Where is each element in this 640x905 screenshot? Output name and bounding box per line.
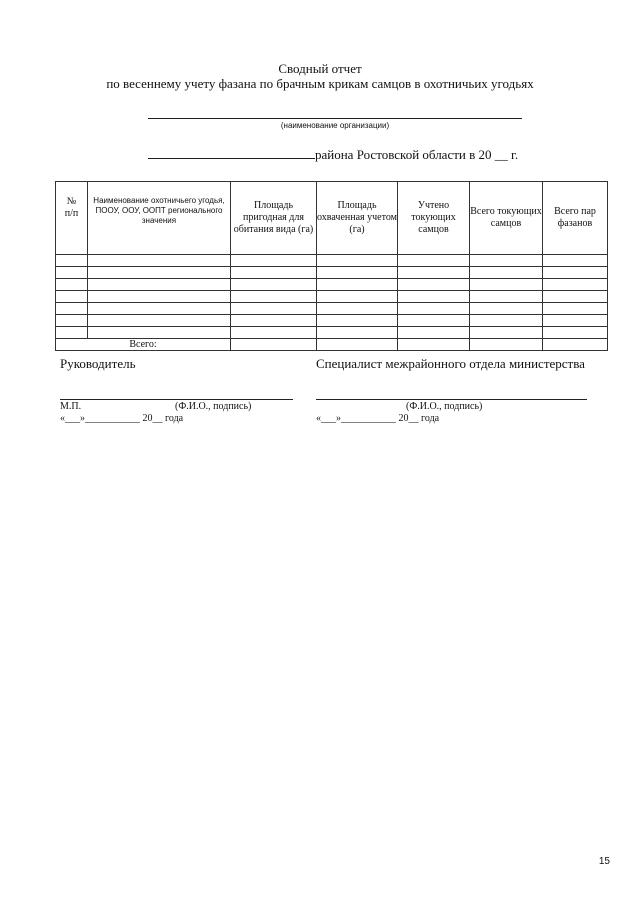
table-cell xyxy=(470,339,543,351)
header-number: № п/п xyxy=(56,182,88,255)
table-cell xyxy=(317,327,398,339)
table-cell xyxy=(317,315,398,327)
table-cell xyxy=(470,315,543,327)
head-fio-caption: (Ф.И.О., подпись) xyxy=(175,401,252,412)
organization-caption: (наименование организации) xyxy=(280,121,390,130)
table-cell xyxy=(398,339,470,351)
page-number: 15 xyxy=(598,856,610,867)
table-cell xyxy=(317,339,398,351)
table-cell xyxy=(56,267,88,279)
district-line xyxy=(148,146,518,163)
table-cell xyxy=(88,327,231,339)
header-total-males: Всего токующих самцов xyxy=(470,182,543,255)
table-cell xyxy=(56,255,88,267)
table-cell xyxy=(398,315,470,327)
table-cell xyxy=(88,267,231,279)
table-cell xyxy=(317,279,398,291)
table-cell xyxy=(543,267,608,279)
head-date: «___»___________ 20__ года xyxy=(60,413,184,424)
head-signature-line xyxy=(60,399,293,400)
table-cell xyxy=(231,267,317,279)
table-cell xyxy=(398,279,470,291)
district-blank xyxy=(148,146,315,159)
total-row xyxy=(56,339,608,351)
table-cell xyxy=(470,327,543,339)
table-cell xyxy=(56,327,88,339)
table-cell xyxy=(56,291,88,303)
table-cell xyxy=(470,291,543,303)
table-cell xyxy=(56,315,88,327)
table-cell xyxy=(88,303,231,315)
table-row xyxy=(56,291,608,303)
table-cell xyxy=(543,315,608,327)
stamp-label: М.П. xyxy=(60,401,82,412)
specialist-signature-line xyxy=(316,399,587,400)
specialist-title: Специалист межрайонного отдела министерства xyxy=(316,356,585,371)
table-cell xyxy=(88,279,231,291)
table-row xyxy=(56,327,608,339)
table-cell xyxy=(543,255,608,267)
head-title: Руководитель xyxy=(60,356,136,371)
table-cell xyxy=(543,339,608,351)
table-cell xyxy=(231,255,317,267)
table-cell xyxy=(543,291,608,303)
table-cell xyxy=(317,291,398,303)
table-row xyxy=(56,279,608,291)
specialist-fio-caption: (Ф.И.О., подпись) xyxy=(406,401,483,412)
table-cell xyxy=(231,303,317,315)
table-row xyxy=(56,303,608,315)
table-cell xyxy=(231,315,317,327)
table-cell xyxy=(317,267,398,279)
table-cell xyxy=(231,327,317,339)
table-cell xyxy=(88,255,231,267)
table-cell xyxy=(231,291,317,303)
organization-line xyxy=(148,118,522,119)
header-suitable-area: Площадь пригодная для обитания вида (га) xyxy=(231,182,317,255)
table-cell xyxy=(470,255,543,267)
table-cell xyxy=(317,255,398,267)
table-cell xyxy=(56,279,88,291)
table-cell xyxy=(231,339,317,351)
table-cell xyxy=(56,303,88,315)
header-counted-males: Учтено токующих самцов xyxy=(398,182,470,255)
report-table xyxy=(55,181,608,351)
header-total-pairs: Всего пар фазанов xyxy=(543,182,608,255)
table-row xyxy=(56,267,608,279)
total-label: Всего: xyxy=(56,339,231,351)
table-cell xyxy=(398,255,470,267)
specialist-date: «___»___________ 20__ года xyxy=(316,413,440,424)
table-cell xyxy=(88,315,231,327)
header-covered-area: Площадь охваченная учетом (га) xyxy=(317,182,398,255)
table-cell xyxy=(398,327,470,339)
table-cell xyxy=(543,327,608,339)
table-cell xyxy=(398,267,470,279)
report-title: Сводный отчет xyxy=(278,61,362,76)
table-cell xyxy=(543,279,608,291)
table-cell xyxy=(470,303,543,315)
table-cell xyxy=(470,267,543,279)
table-cell xyxy=(317,303,398,315)
table-cell xyxy=(231,279,317,291)
district-text: района Ростовской области в 20 __ г. xyxy=(315,147,519,162)
table-row xyxy=(56,315,608,327)
table-cell xyxy=(88,291,231,303)
table-cell xyxy=(543,303,608,315)
header-hunting-ground: Наименование охотничьего угодья, ПООУ, ООУ, ООПТ регионального значения xyxy=(88,182,231,255)
table-cell xyxy=(398,291,470,303)
table-cell xyxy=(470,279,543,291)
table-row xyxy=(56,255,608,267)
table-header-row xyxy=(56,182,608,255)
report-subtitle: по весеннему учету фазана по брачным крикам самцов в охотничьих угодьях xyxy=(106,76,534,91)
table-cell xyxy=(398,303,470,315)
